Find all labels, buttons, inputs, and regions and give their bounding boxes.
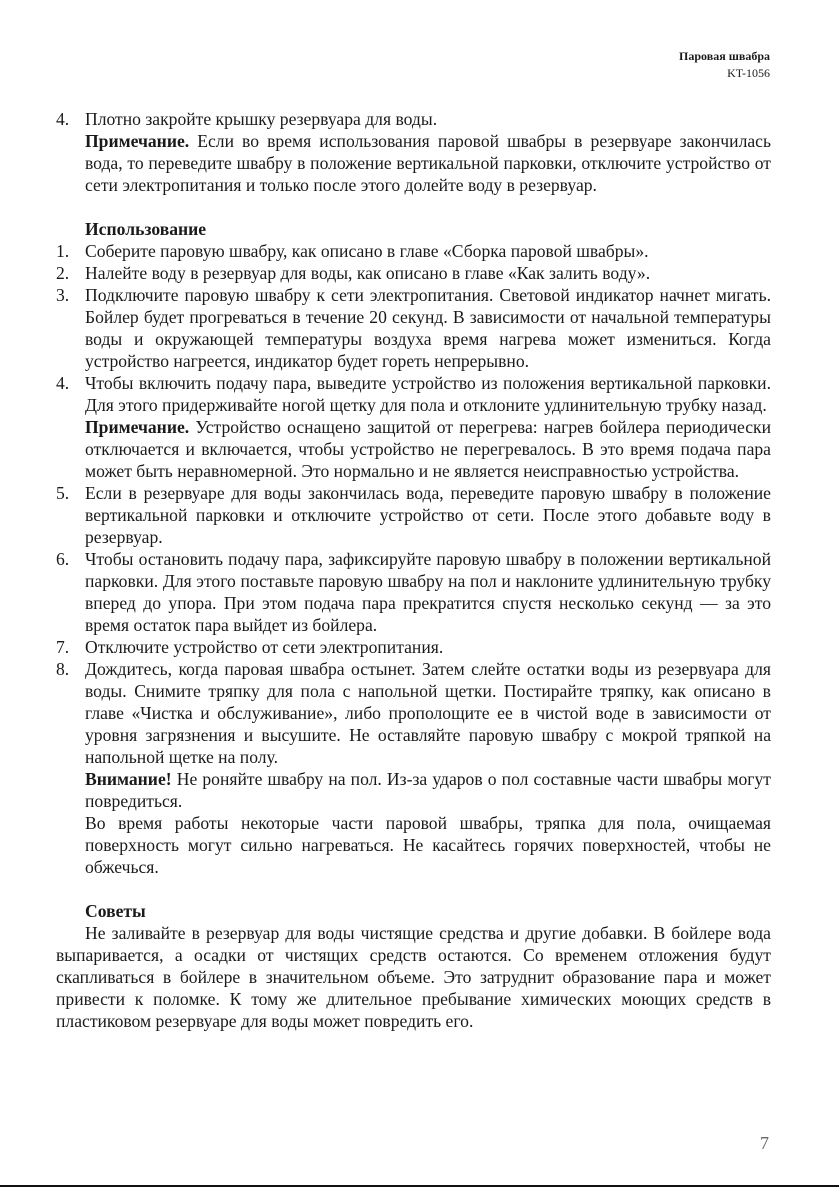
- section-heading-usage: Использование: [85, 219, 207, 239]
- item-number: 7.: [56, 637, 70, 657]
- item-text: Чтобы включить подачу пара, выведите устройство из положения вертикальной парковки. Для этого придерживайте ногой щетку для пола и отклоните удлинительную трубку назад.: [85, 373, 771, 415]
- item-text: Налейте воду в резервуар для воды, как описано в главе «Как залить воду».: [85, 263, 651, 283]
- item-number: 3.: [56, 285, 70, 305]
- section-heading-tips: Советы: [85, 901, 146, 921]
- item-text: Соберите паровую швабру, как описано в главе «Сборка паровой швабры».: [85, 241, 649, 261]
- list-item: [56, 240, 771, 262]
- warning-text: Не роняйте швабру на пол. Из-за ударов о пол составные части швабры могут повредиться.: [85, 769, 771, 811]
- item-number: 1.: [56, 241, 70, 261]
- header-model: KT-1056: [727, 66, 770, 80]
- note-label: Примечание.: [85, 131, 190, 151]
- item-text: Отключите устройство от сети электропитания.: [85, 637, 444, 657]
- page-content: [56, 108, 771, 1032]
- list-item: [56, 482, 771, 548]
- list-item: [56, 636, 771, 658]
- warning-label: Внимание!: [85, 769, 172, 789]
- list-item: [56, 262, 771, 284]
- item-text: Плотно закройте крышку резервуара для воды.: [85, 109, 438, 129]
- page-bottom-rule: [0, 1185, 839, 1187]
- note-label: Примечание.: [85, 417, 190, 437]
- list-item: [56, 658, 771, 878]
- item-number: 6.: [56, 549, 70, 569]
- note: [85, 416, 771, 482]
- note-text: Если во время использования паровой швабры в резервуаре закончилась вода, то переведите швабру в положение вертикальной парковки, отключите устройство от сети электропитания и только после этого долейте воду в резервуар.: [85, 131, 771, 195]
- item-number: 8.: [56, 659, 70, 679]
- item-text: Дождитесь, когда паровая швабра остынет. Затем слейте остатки воды из резервуара для воды. Снимите тряпку для пола с напольной щетки. Постирайте тряпку, как описано в главе «Чистка и обслуживание», либо прополощите ее в чистой воде в зависимости от уровня загрязнения и высушите. Не оставляйте паровую швабру с мокрой тряпкой на напольной щетке на полу.: [85, 659, 771, 767]
- item-number: 4.: [56, 109, 70, 129]
- header-title: Паровая швабра: [679, 49, 770, 63]
- item-text: Чтобы остановить подачу пара, зафиксируйте паровую швабру в положении вертикальной парковки. Для этого поставьте паровую швабру на пол и наклоните удлинительную трубку вперед до упора. При этом подача пара прекратится спустя несколько секунд — за это время остаток пара выйдет из бойлера.: [85, 549, 771, 635]
- running-header: [679, 48, 770, 82]
- item-number: 5.: [56, 483, 70, 503]
- list-item: [56, 108, 771, 196]
- list-item: [56, 548, 771, 636]
- item-number: 4.: [56, 373, 70, 393]
- item-number: 2.: [56, 263, 70, 283]
- item-extra-text: Во время работы некоторые части паровой швабры, тряпка для пола, очищаемая поверхность могут сильно нагреваться. Не касайтесь горячих поверхностей, чтобы не обжечься.: [85, 813, 771, 877]
- note: [85, 130, 771, 196]
- page-number: 7: [760, 1133, 769, 1153]
- list-item: [56, 284, 771, 372]
- item-text: Если в резервуаре для воды закончилась вода, переведите паровую швабру в положение вертикальной парковки и отключите устройство от сети. После этого добавьте воду в резервуар.: [85, 483, 771, 547]
- warning: [85, 768, 771, 812]
- item-text: Подключите паровую швабру к сети электропитания. Световой индикатор начнет мигать. Бойлер будет прогреваться в течение 20 секунд. В зависимости от начальной температуры воды и окружающей температуры воздуха время нагрева может измениться. Когда устройство нагреется, индикатор будет гореть непрерывно.: [85, 285, 771, 371]
- note-text: Устройство оснащено защитой от перегрева: нагрев бойлера периодически отключается и включается, чтобы устройство не перегревалось. В это время подача пара может быть неравномерной. Это нормально и не является неисправностью устройства.: [85, 417, 771, 481]
- tips-paragraph: Не заливайте в резервуар для воды чистящие средства и другие добавки. В бойлере вода выпаривается, а осадки от чистящих средств остаются. Со временем отложения будут скапливаться в бойлере в значительном объеме. Это затруднит образование пара и может привести к поломке. К тому же длительное пребывание химических моющих средств в пластиковом резервуаре для воды может повредить его.: [56, 923, 771, 1031]
- list-item: [56, 372, 771, 482]
